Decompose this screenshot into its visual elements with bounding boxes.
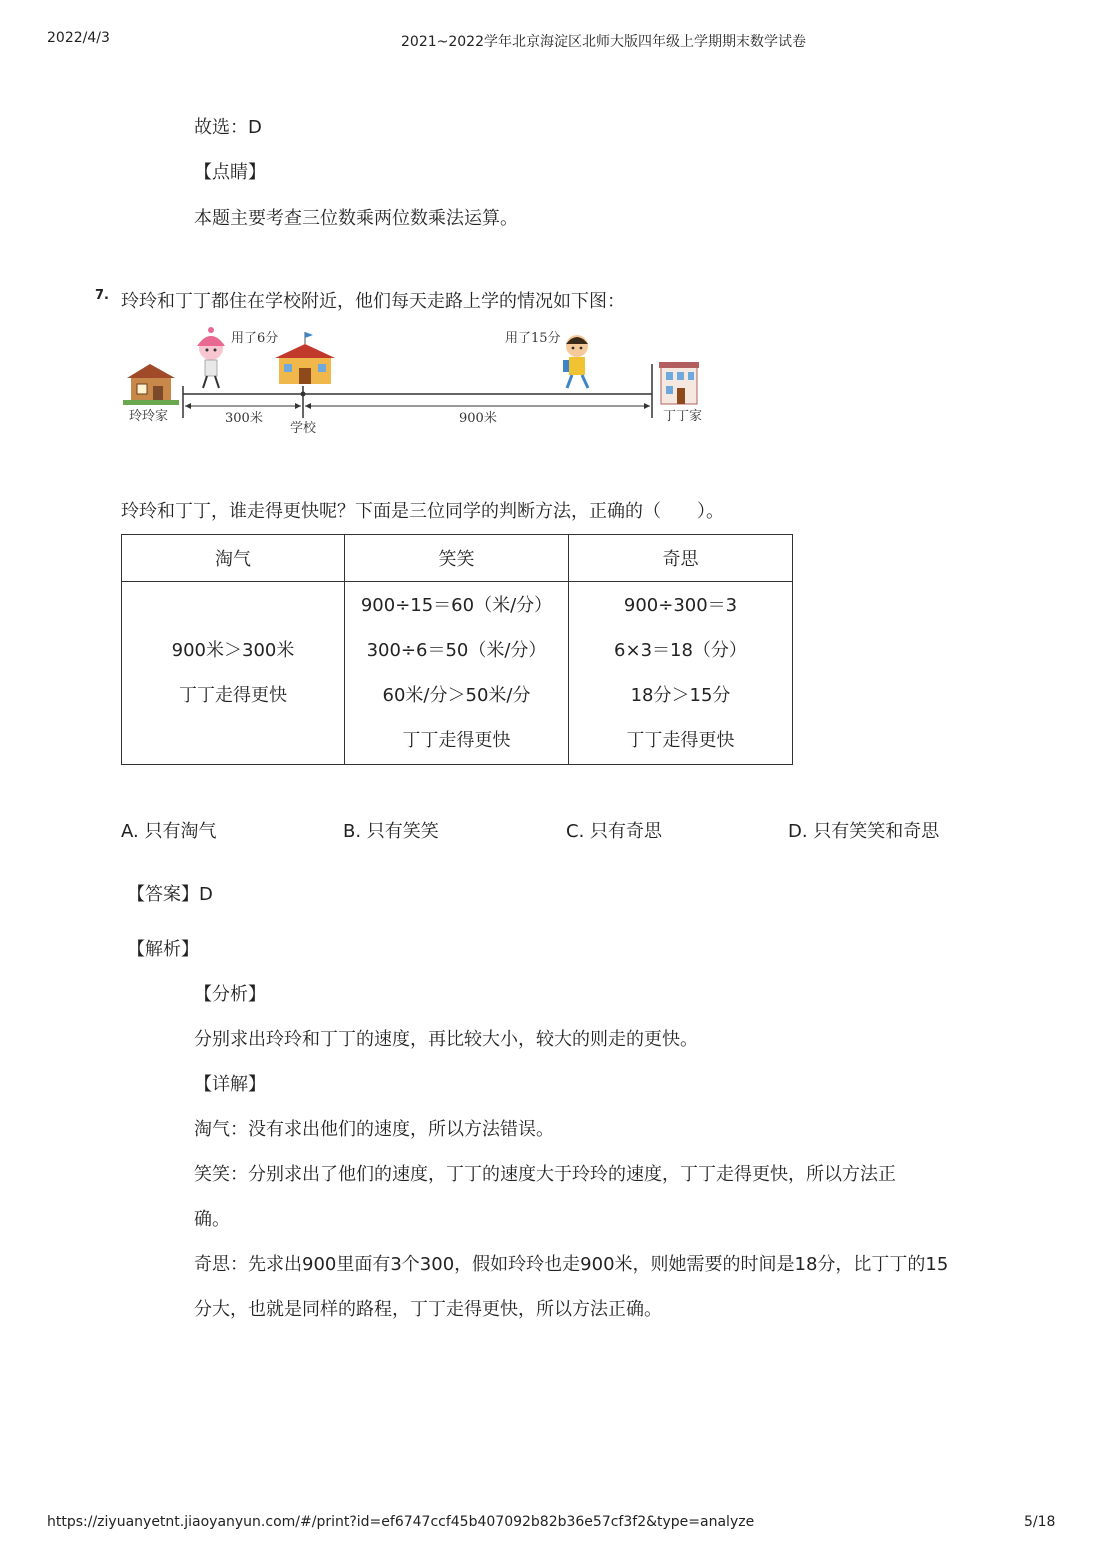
dingding-time-label: 用了15分 xyxy=(505,331,561,346)
distance-right-label: 900米 xyxy=(459,411,497,426)
judgment-table xyxy=(121,534,793,765)
table-header-row xyxy=(122,535,793,582)
cell-qisi xyxy=(569,582,793,765)
prev-answer-line: 故选：D xyxy=(194,117,262,138)
school-label: 学校 xyxy=(290,421,317,436)
dingding-boy-icon xyxy=(563,335,588,388)
fenxi-text: 分别求出玲玲和丁丁的速度，再比较大小，较大的则走的更快。 xyxy=(194,1029,698,1050)
question-prompt: 玲玲和丁丁，谁走得更快呢？下面是三位同学的判断方法，正确的（ ）。 xyxy=(121,501,724,522)
lingling-time-label: 用了6分 xyxy=(231,331,279,346)
cell-line: 18分＞15分 xyxy=(630,685,731,706)
option-c: C. 只有奇思 xyxy=(566,821,663,842)
jiexi-tag: 【解析】 xyxy=(127,939,199,960)
school-point xyxy=(301,392,306,397)
cell-taoqi xyxy=(122,582,345,765)
cell-line: 900米＞300米 xyxy=(171,640,295,661)
lingling-home-label: 玲玲家 xyxy=(129,409,169,424)
answer-label: 【答案】D xyxy=(127,884,213,905)
cell-line: 60米/分＞50米/分 xyxy=(382,685,531,706)
cell-line: 900÷300＝3 xyxy=(623,595,738,616)
dingding-house-icon xyxy=(659,362,699,404)
page-number: 5/18 xyxy=(1024,1514,1056,1530)
dianjing-tag: 【点睛】 xyxy=(194,162,266,183)
school-icon xyxy=(275,332,335,384)
route-diagram xyxy=(121,322,721,442)
xiangjie-tag: 【详解】 xyxy=(194,1074,266,1095)
xiangjie-line-2a: 笑笑：分别求出了他们的速度，丁丁的速度大于玲玲的速度，丁丁走得更快，所以方法正 xyxy=(194,1164,896,1185)
cell-line: 丁丁走得更快 xyxy=(626,730,735,751)
lingling-house-icon xyxy=(123,364,179,405)
cell-line: 6×3＝18（分） xyxy=(614,640,747,661)
xiangjie-line-3b: 分大，也就是同样的路程，丁丁走得更快，所以方法正确。 xyxy=(194,1299,662,1320)
print-date: 2022/4/3 xyxy=(47,30,110,46)
distance-left-label: 300米 xyxy=(225,411,263,426)
dianjing-text: 本题主要考查三位数乘两位数乘法运算。 xyxy=(194,208,518,229)
cell-line: 300÷6＝50（米/分） xyxy=(366,640,547,661)
question-number: 7. xyxy=(95,288,109,303)
lingling-girl-icon xyxy=(197,327,225,388)
cell-line: 丁丁走得更快 xyxy=(402,730,511,751)
header-xiaoxiao: 笑笑 xyxy=(345,535,569,582)
cell-xiaoxiao xyxy=(345,582,569,765)
option-d: D. 只有笑笑和奇思 xyxy=(788,821,940,842)
cell-line: 900÷15＝60（米/分） xyxy=(360,595,553,616)
fenxi-tag: 【分析】 xyxy=(194,984,266,1005)
table-row xyxy=(122,582,793,765)
header-qisi: 奇思 xyxy=(569,535,793,582)
question-stem: 玲玲和丁丁都住在学校附近，他们每天走路上学的情况如下图： xyxy=(121,291,625,312)
xiangjie-line-3a: 奇思：先求出900里面有3个300，假如玲玲也走900米，则她需要的时间是18分，比丁丁的15 xyxy=(194,1254,949,1275)
cell-line: 丁丁走得更快 xyxy=(179,685,287,706)
xiangjie-line-1: 淘气：没有求出他们的速度，所以方法错误。 xyxy=(194,1119,554,1140)
header-taoqi: 淘气 xyxy=(122,535,345,582)
xiangjie-line-2b: 确。 xyxy=(194,1209,230,1230)
document-title: 2021~2022学年北京海淀区北师大版四年级上学期期末数学试卷 xyxy=(401,34,806,50)
dingding-home-label: 丁丁家 xyxy=(663,409,703,424)
option-a: A. 只有淘气 xyxy=(121,821,217,842)
option-b: B. 只有笑笑 xyxy=(343,821,439,842)
footer-url[interactable]: https://ziyuanyetnt.jiaoyanyun.com/#/print?id=ef6747ccf45b407092b82b36e57cf3f2&type=analyze xyxy=(47,1514,755,1530)
